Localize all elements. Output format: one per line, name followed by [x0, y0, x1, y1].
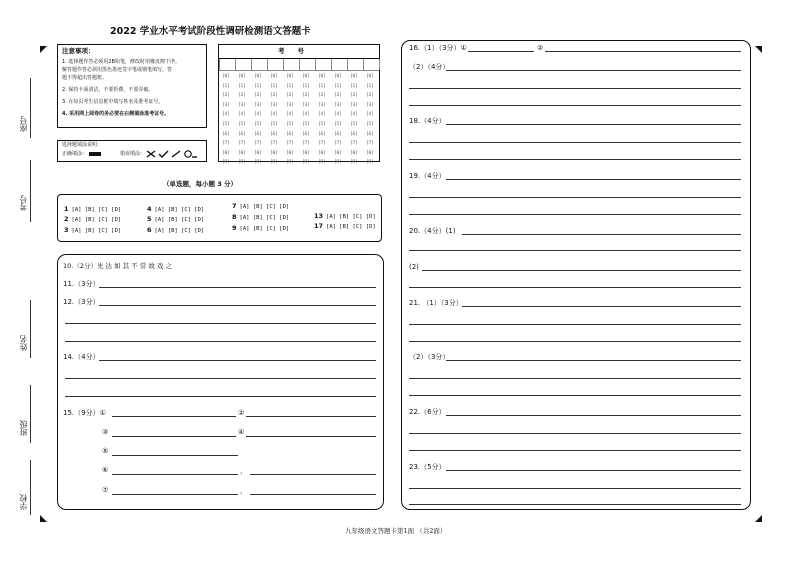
exam-digit-bubble[interactable]: [5] [318, 122, 326, 127]
wrong-fill-marks-icon [146, 149, 198, 159]
question-21-2: （2）（3分） [409, 353, 450, 361]
q15-blank-2[interactable] [246, 416, 376, 417]
corner-mark-bottom-left [40, 515, 47, 522]
q15-blank-7a[interactable] [112, 494, 238, 495]
q15-mark-4: ④ [238, 428, 245, 436]
name-label: 姓名 [19, 335, 28, 351]
q16-2-line-3[interactable] [409, 105, 741, 106]
mc-options[interactable]: [A] [B] [C] [D] [154, 207, 205, 213]
exam-digit-bubble[interactable]: [3] [270, 102, 278, 108]
exam-digit-bubble[interactable]: [3] [334, 102, 342, 108]
name-fill-line[interactable] [30, 300, 31, 358]
q22-line-2[interactable] [409, 433, 741, 434]
exam-col-divider [251, 59, 252, 70]
q16-2-line-2[interactable] [409, 88, 741, 89]
notice-item-1c: 题不得超出答题框。 [62, 75, 108, 81]
exam-digit-bubble[interactable]: [2] [334, 93, 342, 99]
exam-digit-bubble[interactable]: [9] [270, 160, 278, 166]
exam-digit-bubble[interactable]: [8] [286, 150, 294, 156]
exam-digit-bubble[interactable]: [8] [366, 150, 374, 156]
exam-digit-bubble[interactable]: [1] [302, 83, 310, 89]
question-11: 11.（3分） [63, 280, 100, 288]
q18-line-2[interactable] [409, 142, 741, 143]
q15-blank-6b[interactable] [250, 474, 376, 475]
exam-digit-bubble[interactable]: [4] [334, 112, 342, 118]
q16-blank-2[interactable] [545, 51, 741, 52]
q19-line-2[interactable] [409, 197, 741, 198]
exam-number-title: 考 号 [278, 47, 304, 55]
mc-options[interactable]: [A] [B] [C] [D] [71, 207, 122, 213]
exam-digit-bubble[interactable]: [0] [254, 74, 262, 79]
mc-options[interactable]: [A] [B] [C] [D] [239, 226, 290, 232]
class-fill-line[interactable] [30, 385, 31, 443]
q15-mark-6: ⑥ [102, 466, 109, 474]
exam-digit-bubble[interactable]: [8] [350, 150, 358, 156]
mc-question-row[interactable] [64, 215, 121, 223]
exam-col-divider [267, 59, 268, 70]
q19-line-3[interactable] [409, 214, 741, 215]
exam-digit-bubble[interactable]: [4] [350, 112, 358, 118]
exam-digit-bubble[interactable]: [1] [254, 83, 262, 89]
school-label: 学校 [19, 494, 28, 510]
exam-digit-bubble[interactable]: [8] [238, 150, 246, 156]
mc-question-row[interactable] [232, 224, 289, 232]
exam-digit-bubble[interactable]: [6] [334, 131, 342, 137]
seat-fill-line[interactable] [30, 78, 31, 138]
exam-digit-bubble[interactable]: [0] [366, 74, 374, 79]
q22-line-1[interactable] [446, 415, 741, 416]
notice-item-1b: 解答题作答必须用黑色墨迹签字笔或钢笔填写，答 [62, 67, 173, 73]
exam-digit-bubble[interactable]: [7] [302, 141, 310, 147]
q15-blank-5[interactable] [112, 455, 238, 456]
exam-digit-bubble[interactable]: [7] [350, 141, 358, 147]
exam-digit-bubble[interactable]: [2] [366, 93, 374, 99]
exam-digit-bubble[interactable]: [9] [238, 160, 246, 166]
exam-digit-bubble[interactable]: [5] [302, 122, 310, 127]
question-19: 19.（4分） [409, 172, 446, 180]
q15-mark-7: ⑦ [102, 486, 109, 494]
exam-digit-bubble[interactable]: [4] [238, 112, 246, 118]
question-16-2: （2）（4分） [409, 63, 450, 71]
exam-digit-bubble[interactable]: [4] [318, 112, 326, 118]
exam-digit-bubble[interactable]: [9] [318, 160, 326, 166]
q19-line-1[interactable] [446, 179, 741, 180]
exam-digit-bubble[interactable]: [1] [222, 83, 230, 89]
exam-col-divider [379, 59, 380, 70]
mc-options[interactable]: [A] [B] [C] [D] [71, 217, 122, 223]
q15-mark-2: ② [238, 409, 245, 417]
exam-digit-bubble[interactable]: [0] [222, 74, 230, 79]
q16-blank-1[interactable] [468, 51, 534, 52]
corner-mark-bottom-right [755, 515, 762, 522]
q18-line-1[interactable] [446, 124, 741, 125]
exam-digit-bubble[interactable]: [0] [302, 74, 310, 79]
exam-digit-bubble[interactable]: [1] [238, 83, 246, 89]
exam-digit-bubble[interactable]: [2] [254, 93, 262, 99]
notice-item-1: 1. 选择题作答必须用2B铅笔，修改时用橡皮擦干净。 [62, 59, 180, 65]
filled-bubble-icon [89, 152, 101, 156]
exam-digit-bubble[interactable]: [0] [286, 74, 294, 79]
question-16-1: 16.（1）（3分）① [409, 44, 467, 52]
exam-digit-bubble[interactable]: [3] [302, 102, 310, 108]
exam-digit-bubble[interactable]: [3] [366, 102, 374, 108]
exam-col-divider [315, 59, 316, 70]
exam-digit-bubble[interactable]: [0] [334, 74, 342, 79]
mc-question-row[interactable] [314, 212, 376, 220]
q18-line-3[interactable] [409, 159, 741, 160]
exam-no-fill-line[interactable] [30, 160, 31, 222]
question-10: 10.（2分）先 达 如 其 不 常 故 戏 之 [63, 262, 173, 270]
mc-question-number: 7 [232, 202, 237, 210]
exam-digit-bubble[interactable]: [8] [270, 150, 278, 156]
exam-digit-bubble[interactable]: [9] [302, 160, 310, 166]
exam-digit-bubble[interactable]: [5] [286, 122, 294, 127]
exam-digit-bubble[interactable]: [4] [286, 112, 294, 118]
q20-1-line-2[interactable] [409, 250, 741, 251]
exam-digit-bubble[interactable]: [5] [270, 122, 278, 127]
page-footer: 九年级语文答题卡第1面 （共2面） [345, 527, 447, 535]
exam-digit-bubble[interactable]: [2] [238, 93, 246, 99]
exam-digit-bubble[interactable]: [6] [254, 131, 262, 137]
mc-question-number: 2 [64, 215, 69, 223]
mc-question-row[interactable] [64, 205, 121, 213]
exam-digit-bubble[interactable]: [6] [350, 131, 358, 137]
exam-digit-bubble[interactable]: [7] [222, 141, 230, 147]
exam-digit-bubble[interactable]: [7] [366, 141, 374, 147]
q15-blank-3[interactable] [112, 436, 236, 437]
exam-digit-bubble[interactable]: [7] [318, 141, 326, 147]
mc-question-row[interactable] [64, 226, 121, 234]
mc-question-row[interactable] [314, 222, 376, 230]
exam-digit-bubble[interactable]: [7] [238, 141, 246, 147]
exam-digit-bubble[interactable]: [3] [286, 102, 294, 108]
exam-digit-bubble[interactable]: [6] [318, 131, 326, 137]
question-15: 15.（9分）① [63, 409, 106, 417]
exam-digit-bubble[interactable]: [3] [238, 102, 246, 108]
exam-digit-bubble[interactable]: [7] [334, 141, 342, 147]
exam-digit-bubble[interactable]: [1] [270, 83, 278, 89]
q21-1-line-2[interactable] [409, 324, 741, 325]
exam-writein-divider [219, 70, 379, 71]
fill-correct-label: 正确填涂： [62, 151, 88, 157]
exam-digit-bubble[interactable]: [5] [254, 122, 262, 127]
q16-2-line-1[interactable] [446, 70, 741, 71]
q11-answer-line[interactable] [99, 287, 376, 288]
school-fill-line[interactable] [30, 460, 31, 515]
mc-question-row[interactable] [232, 202, 289, 210]
exam-col-divider [283, 59, 284, 70]
question-18: 18.（4分） [409, 117, 446, 125]
exam-col-divider [363, 59, 364, 70]
exam-digit-bubble[interactable]: [9] [254, 160, 262, 166]
mc-question-row[interactable] [147, 215, 204, 223]
exam-digit-bubble[interactable]: [5] [334, 122, 342, 127]
exam-digit-bubble[interactable]: [6] [302, 131, 310, 137]
exam-digit-bubble[interactable]: [5] [222, 122, 230, 127]
mc-question-number: 9 [232, 224, 237, 232]
q20-2-line-1[interactable] [422, 270, 741, 271]
q14-answer-line-1[interactable] [99, 360, 376, 361]
q15-blank-4[interactable] [246, 436, 376, 437]
exam-digit-bubble[interactable]: [1] [366, 83, 374, 89]
mc-question-number: 13 [314, 212, 324, 220]
mc-question-number: 6 [147, 226, 152, 234]
corner-mark-top-left [40, 46, 47, 53]
q15-blank-6a[interactable] [112, 474, 238, 475]
q14-answer-line-2[interactable] [65, 378, 376, 379]
exam-digit-bubble[interactable]: [6] [238, 131, 246, 137]
exam-digit-bubble[interactable]: [6] [286, 131, 294, 137]
q12-answer-line-1[interactable] [99, 305, 376, 306]
exam-digit-bubble[interactable]: [0] [270, 74, 278, 79]
mc-question-row[interactable] [147, 226, 204, 234]
exam-digit-bubble[interactable]: [1] [318, 83, 326, 89]
corner-mark-top-right [755, 46, 762, 53]
mc-question-number: 4 [147, 205, 152, 213]
mc-question-number: 5 [147, 215, 152, 223]
exam-digit-bubble[interactable]: [2] [350, 93, 358, 99]
exam-digit-bubble[interactable]: [8] [318, 150, 326, 156]
exam-digit-bubble[interactable]: [2] [302, 93, 310, 99]
class-label: 班级 [19, 420, 28, 436]
q21-2-line-1[interactable] [446, 360, 741, 361]
question-23: 23.（5分） [409, 463, 446, 471]
exam-col-divider [299, 59, 300, 70]
q14-answer-line-3[interactable] [65, 396, 376, 397]
notice-item-2: 2. 保持卡面清洁，不要折叠，不要弄破。 [62, 87, 154, 93]
fill-wrong-label: 错误填涂： [120, 151, 146, 157]
exam-digit-bubble[interactable]: [9] [366, 160, 374, 166]
notice-title: 注意事项： [62, 47, 95, 55]
fill-example-title: 选择题填涂说明： [62, 142, 103, 148]
mc-question-number: 1 [64, 205, 69, 213]
mc-question-row[interactable] [147, 205, 204, 213]
mc-options[interactable]: [A] [B] [C] [D] [326, 224, 376, 230]
exam-col-divider [331, 59, 332, 70]
exam-col-divider [347, 59, 348, 70]
exam-digit-bubble[interactable]: [6] [222, 131, 230, 137]
exam-digit-bubble[interactable]: [7] [254, 141, 262, 147]
exam-digit-bubble[interactable]: [9] [222, 160, 230, 166]
question-22: 22.（6分） [409, 408, 446, 416]
exam-digit-bubble[interactable]: [5] [350, 122, 358, 127]
exam-digit-bubble[interactable]: [8] [302, 150, 310, 156]
exam-digit-bubble[interactable]: [9] [334, 160, 342, 166]
q23-line-3[interactable] [409, 504, 741, 505]
exam-digit-bubble[interactable]: [7] [286, 141, 294, 147]
exam-digit-bubble[interactable]: [6] [270, 131, 278, 137]
mc-question-number: 3 [64, 226, 69, 234]
exam-digit-bubble[interactable]: [5] [238, 122, 246, 127]
q21-2-line-3[interactable] [409, 395, 741, 396]
q12-answer-line-2[interactable] [65, 323, 376, 324]
q15-blank-7b[interactable] [250, 494, 376, 495]
q12-answer-line-3[interactable] [65, 341, 376, 342]
exam-digit-bubble[interactable]: [0] [238, 74, 246, 79]
exam-digit-bubble[interactable]: [7] [270, 141, 278, 147]
exam-digit-bubble[interactable]: [9] [286, 160, 294, 166]
question-21-1: 21. （1）（3分） [409, 299, 463, 307]
exam-digit-bubble[interactable]: [4] [366, 112, 374, 118]
exam-digit-bubble[interactable]: [2] [222, 93, 230, 99]
exam-digit-bubble[interactable]: [3] [318, 102, 326, 108]
exam-digit-bubble[interactable]: [6] [366, 131, 374, 137]
q21-1-line-3[interactable] [409, 341, 741, 342]
exam-digit-bubble[interactable]: [2] [286, 93, 294, 99]
exam-digit-bubble[interactable]: [8] [334, 150, 342, 156]
question-16-mark-2: ② [537, 44, 544, 52]
seat-label: 座号 [19, 116, 28, 132]
mc-options[interactable]: [A] [B] [C] [D] [154, 217, 205, 223]
mc-question-number: 17 [314, 222, 324, 230]
question-12: 12.（3分） [63, 298, 100, 306]
notice-item-3: 3. 在每页考生信息框中填写姓名及准考证号。 [62, 99, 164, 105]
exam-digit-bubble[interactable]: [9] [350, 160, 358, 166]
q15-mark-5: ⑤ [102, 447, 109, 455]
exam-digit-bubble[interactable]: [0] [318, 74, 326, 79]
exam-digit-bubble[interactable]: [4] [254, 112, 262, 118]
exam-digit-bubble[interactable]: [3] [254, 102, 262, 108]
exam-digit-bubble[interactable]: [8] [222, 150, 230, 156]
question-14: 14.（4分） [63, 353, 100, 361]
mc-options[interactable]: [A] [B] [C] [D] [239, 215, 290, 221]
question-20-2: (2) [409, 263, 419, 271]
notice-item-4: 4. 采用网上阅卷的务必要在右侧填涂准考证号。 [62, 111, 170, 117]
q22-line-3[interactable] [409, 450, 741, 451]
q15-blank-1[interactable] [112, 416, 236, 417]
q23-line-2[interactable] [409, 488, 741, 489]
exam-digit-bubble[interactable]: [4] [302, 112, 310, 118]
mc-options[interactable]: [A] [B] [C] [D] [326, 214, 376, 220]
q15-mark-3: ③ [102, 428, 109, 436]
q20-1-line-1[interactable] [462, 234, 741, 235]
exam-no-label: 考号 [19, 195, 28, 211]
exam-digit-bubble[interactable]: [0] [350, 74, 358, 79]
exam-digit-bubble[interactable]: [4] [222, 112, 230, 118]
q15-comma-1: ， [240, 467, 247, 475]
q21-2-line-2[interactable] [409, 378, 741, 379]
page-title: 2022 学业水平考试阶段性调研检测语文答题卡 [110, 26, 311, 37]
exam-digit-bubble[interactable]: [2] [318, 93, 326, 99]
exam-digit-bubble[interactable]: [3] [350, 102, 358, 108]
exam-col-divider [235, 59, 236, 70]
mc-question-row[interactable] [232, 213, 289, 221]
exam-digit-bubble[interactable]: [8] [254, 150, 262, 156]
exam-digit-bubble[interactable]: [1] [350, 83, 358, 89]
q23-line-1[interactable] [446, 470, 741, 471]
exam-col-divider [219, 59, 220, 70]
exam-digit-bubble[interactable]: [2] [270, 93, 278, 99]
exam-digit-bubble[interactable]: [1] [334, 83, 342, 89]
question-20-1: 20.（4分）(1) [409, 227, 456, 235]
mc-section-title: （单选题，每小题 3 分） [163, 180, 238, 188]
q15-comma-2: ， [240, 487, 247, 495]
q21-1-line-1[interactable] [462, 306, 741, 307]
mc-options[interactable]: [A] [B] [C] [D] [154, 228, 205, 234]
exam-digit-bubble[interactable]: [4] [270, 112, 278, 118]
mc-options[interactable]: [A] [B] [C] [D] [239, 204, 290, 210]
exam-digit-bubble[interactable]: [3] [222, 102, 230, 108]
exam-digit-bubble[interactable]: [5] [366, 122, 374, 127]
exam-digit-bubble[interactable]: [1] [286, 83, 294, 89]
q20-2-line-2[interactable] [409, 287, 741, 288]
mc-question-number: 8 [232, 213, 237, 221]
right-answer-box [401, 40, 751, 510]
mc-options[interactable]: [A] [B] [C] [D] [71, 228, 122, 234]
